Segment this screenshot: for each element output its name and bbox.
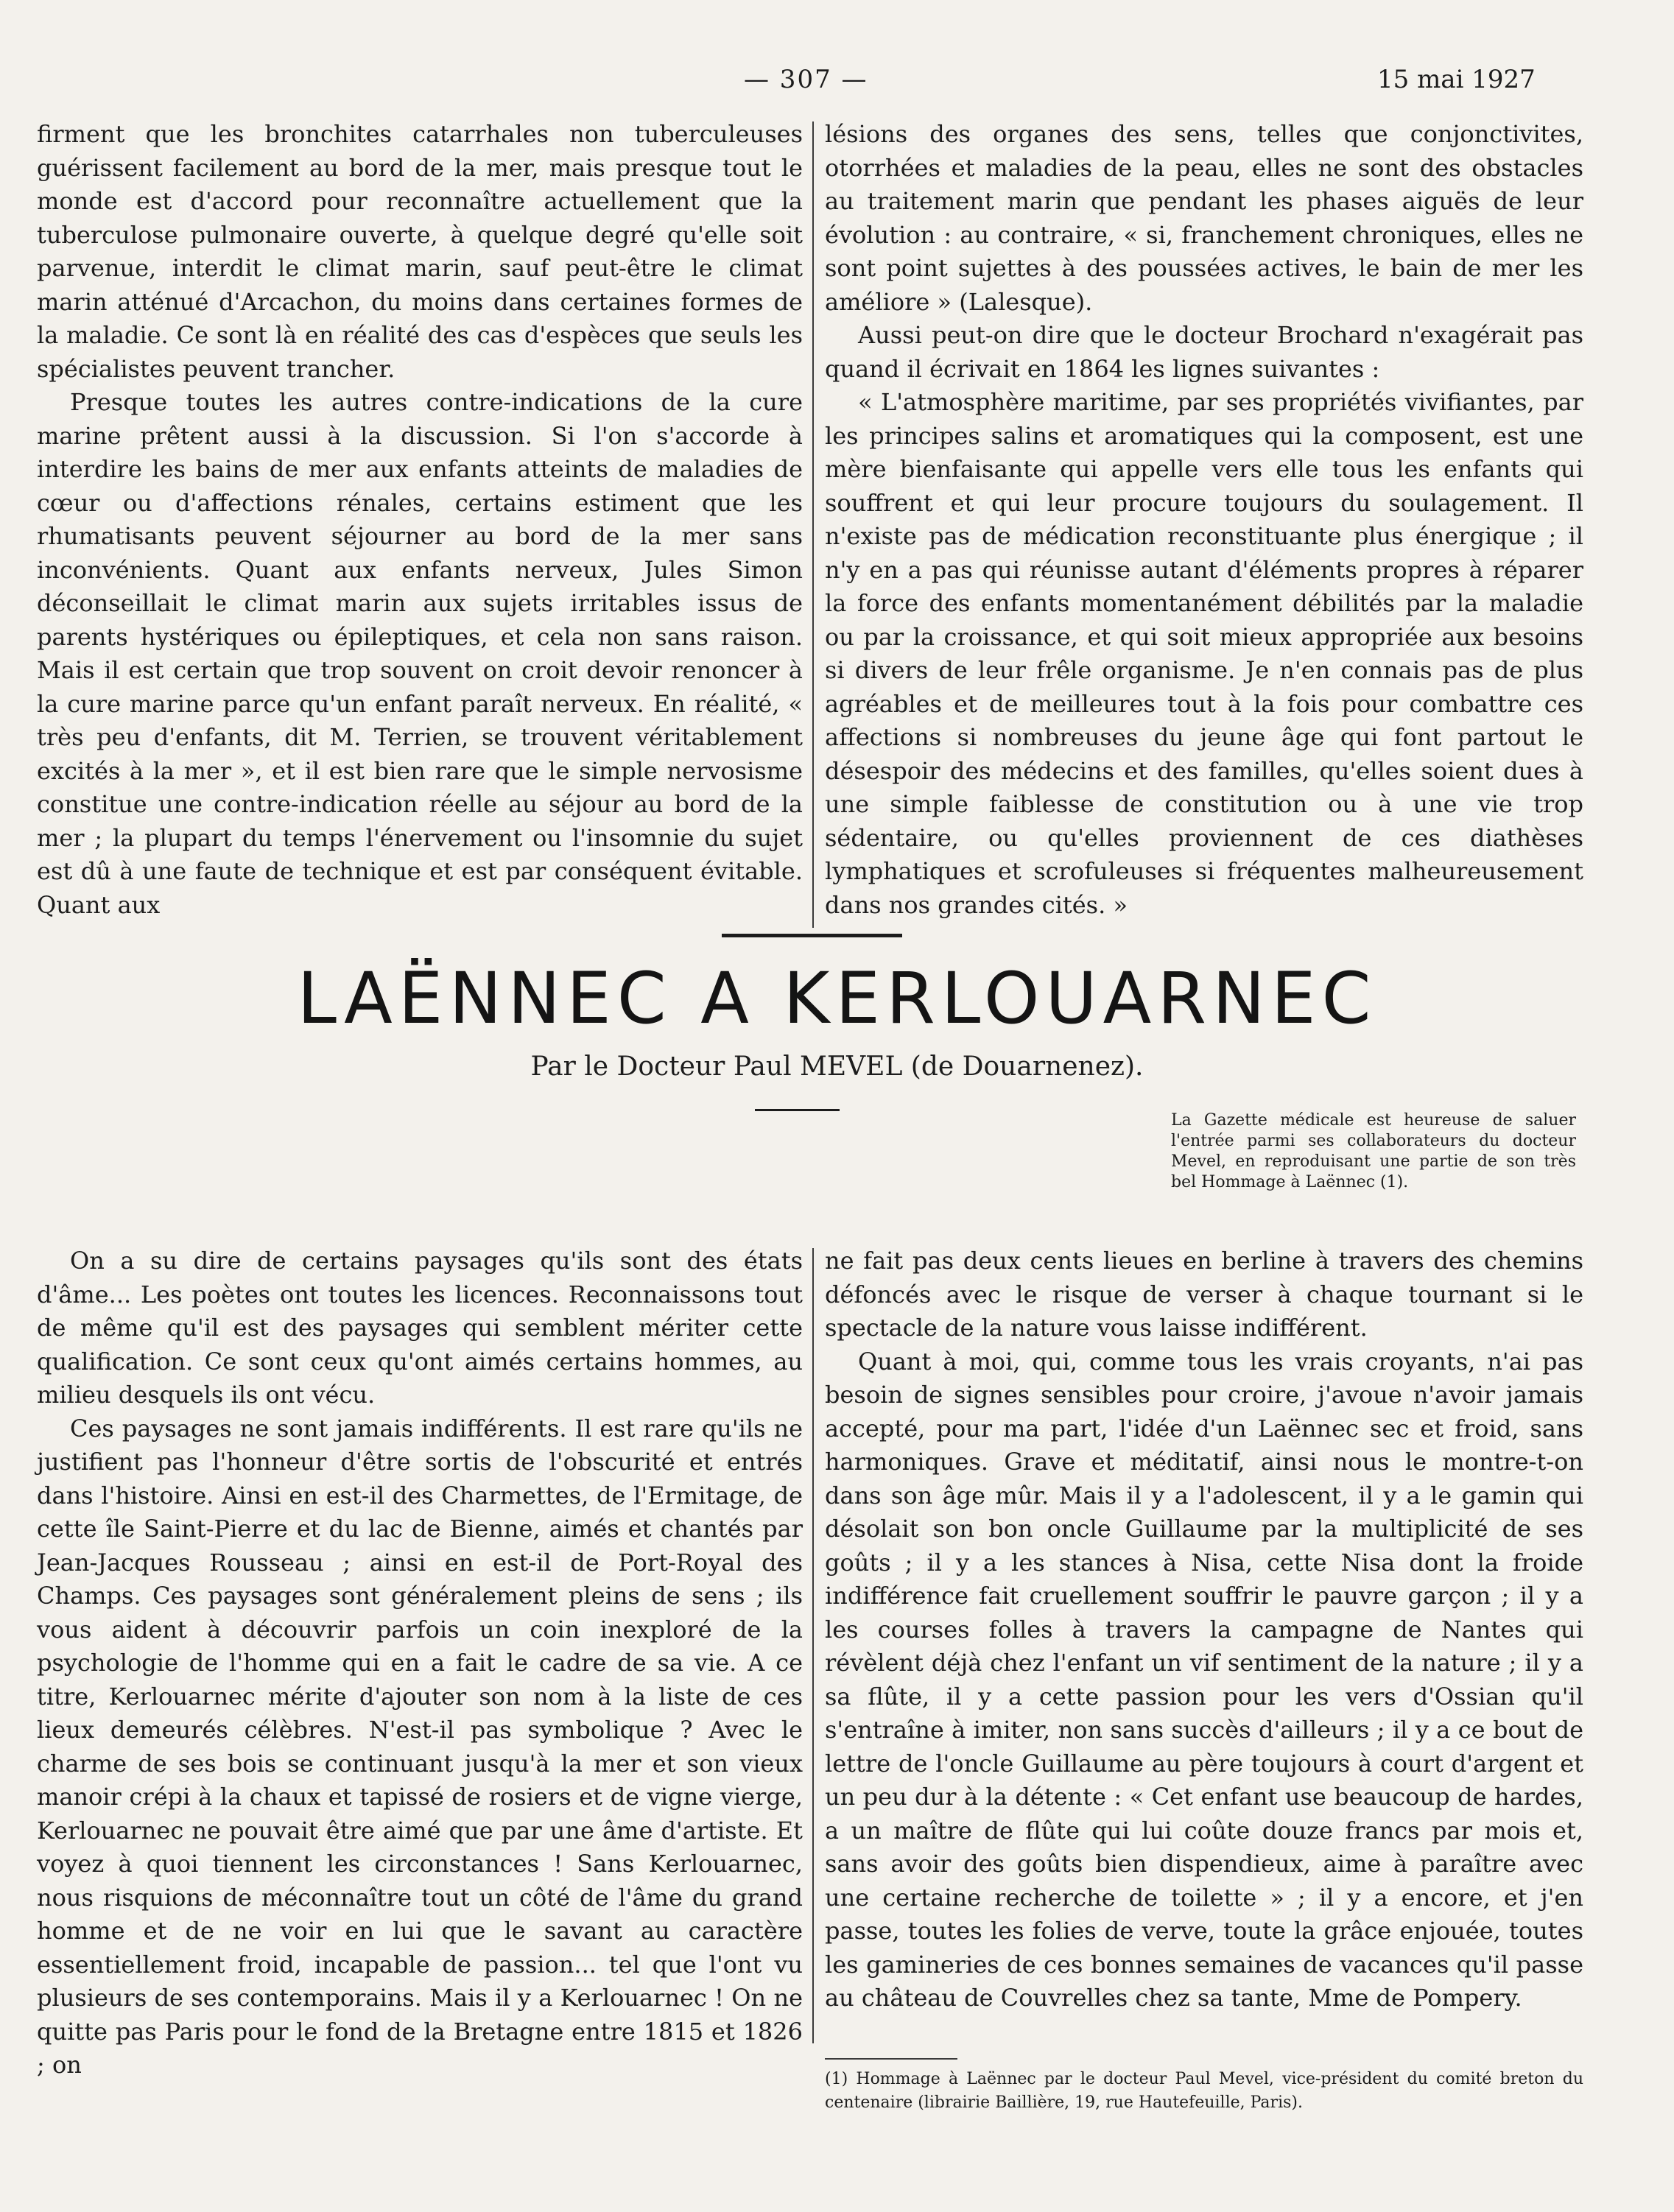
bottom-right-column (825, 1244, 1583, 2015)
issue-date: 15 mai 1927 (1377, 65, 1536, 94)
column-divider (812, 1248, 814, 2043)
section-separator (722, 934, 902, 937)
paragraph: lésions des organes des sens, telles que conjonctivites, otorrhées et maladies de la peau, elles ne sont des obstacles au traitement marin que pendant les phases aiguës de leur évolution : au contraire, « si, franchement chroniques, elles ne sont point sujettes à des poussées actives, le bain de mer les améliore » (Lalesque). (825, 120, 1583, 316)
paragraph: « L'atmosphère maritime, par ses propriétés vivifiantes, par les principes salins et aromatiques qui la composent, est une mère bienfaisante qui appelle vers elle tous les enfants qui souffrent et qui leur procure toujours du soulagement. Il n'existe pas de médication reconstituante plus énergique ; il n'y en a pas qui réunisse autant d'éléments propres à réparer la force des enfants momentanément débilités par la maladie ou par la croissance, et qui soit mieux appropriée aux besoins si divers de leur frêle organisme. Je n'en connais pas de plus agréables et de meilleures tout à la fois pour combattre ces affections si nombreuses du jeune âge qui font partout le désespoir des médecins et des familles, qu'elles soient dues à une simple faiblesse de constitution ou à une vie trop sédentaire, ou qu'elles proviennent de ces diathèses lymphatiques et scrofuleuses si fréquentes malheureusement dans nos grandes cités. » (825, 388, 1583, 919)
paragraph: Presque toutes les autres contre-indications de la cure marine prêtent aussi à la discussion. Si l'on s'accorde à interdire les bains de mer aux enfants atteints de maladies de cœur ou d'affections rénales, certains estiment que les rhumatisants peuvent séjourner au bord de la mer sans inconvénients. Quant aux enfants nerveux, Jules Simon déconseillait le climat marin aux sujets irritables issus de parents hystériques ou épileptiques, et cela non sans raison. Mais il est certain que trop souvent on croit devoir renoncer à la cure marine parce qu'un enfant paraît nerveux. En réalité, « très peu d'enfants, dit M. Terrien, se trouvent véritablement excités à la mer », et il est bien rare que le simple nervosisme constitue une contre-indication réelle au séjour au bord de la mer ; la plupart du temps l'énervement ou l'insomnie du sujet est dû à une faute de technique et est par conséquent évitable. Quant aux (37, 388, 803, 919)
paragraph: firment que les bronchites catarrhales non tuberculeuses guérissent facilement au bord de la mer, mais presque tout le monde est d'accord pour reconnaître actuellement que la tuberculose pulmonaire ouverte, à quelque degré qu'elle soit parvenue, interdit le climat marin, sauf peut-être le climat marin atténué d'Arcachon, du moins dans certaines formes de la maladie. Ce sont là en réalité des cas d'espèces que seuls les spécialistes peuvent trancher. (37, 120, 803, 383)
column-divider (812, 121, 814, 928)
article-byline: Par le Docteur Paul MEVEL (de Douarnenez). (530, 1052, 1144, 1082)
editor-note: La Gazette médicale est heureuse de saluer l'entrée parmi ses collaborateurs du docteur Mevel, en reproduisant une partie de son très bel Hommage à Laënnec (1). (1171, 1111, 1576, 1191)
paragraph: ne fait pas deux cents lieues en berline à travers des chemins défoncés avec le risque de verser à chaque tournant si le spectacle de la nature vous laisse indifférent. (825, 1247, 1583, 1342)
page-header (0, 65, 1674, 109)
article-title: LAËNNEC A KERLOUARNEC (297, 957, 1377, 1040)
title-underline (755, 1109, 840, 1111)
paragraph: On a su dire de certains paysages qu'ils sont des états d'âme... Les poètes ont toutes les licences. Reconnaissons tout de même qu'il est des paysages qui semblent mériter cette qualification. Ce sont ceux qu'ont aimés certains hommes, au milieu desquels ils ont vécu. (37, 1247, 803, 1409)
footnote: (1) Hommage à Laënnec par le docteur Paul Mevel, vice-président du comité breton du centenaire (librairie Baillière, 19, rue Hautefeuille, Paris). (825, 2070, 1583, 2112)
paragraph: Ces paysages ne sont jamais indifférents. Il est rare qu'ils ne justifient pas l'honneur d'être sortis de l'obscurité et entrés dans l'histoire. Ainsi en est-il des Charmettes, de l'Ermitage, de cette île Saint-Pierre et du lac de Bienne, aimés et chantés par Jean-Jacques Rousseau ; ainsi en est-il de Port-Royal des Champs. Ces paysages sont généralement pleins de sens ; ils vous aident à découvrir parfois un coin inexploré de la psychologie de l'homme qui en a fait le cadre de sa vie. A ce titre, Kerlouarnec mérite d'ajouter son nom à la liste de ces lieux demeurés célèbres. N'est-il pas symbolique ? Avec le charme de ses bois se continuant jusqu'à la mer et son vieux manoir crépi à la chaux et tapissé de rosiers et de vigne vierge, Kerlouarnec ne pouvait être aimé que par une âme d'artiste. Et voyez à quoi tiennent les circonstances ! Sans Kerlouarnec, nous risquions de méconnaître tout un côté de l'âme du grand homme et de ne voir en lui que le savant au caractère essentiellement froid, incapable de passion... tel que l'ont vu plusieurs de ses contemporains. Mais il y a Kerlouarnec ! On ne quitte pas Paris pour le fond de la Bretagne entre 1815 et 1826 ; on (37, 1414, 803, 2079)
bottom-left-column (37, 1244, 803, 2082)
paragraph: Aussi peut-on dire que le docteur Brochard n'exagérait pas quand il écrivait en 1864 les lignes suivantes : (825, 321, 1583, 383)
top-right-column (825, 118, 1583, 922)
paragraph: Quant à moi, qui, comme tous les vrais croyants, n'ai pas besoin de signes sensibles pour croire, j'avoue n'avoir jamais accepté, pour ma part, l'idée d'un Laënnec sec et froid, sans harmoniques. Grave et méditatif, ainsi nous le montre-t-on dans son âge mûr. Mais il y a l'adolescent, il y a le gamin qui désolait son bon oncle Guillaume par la multiplicité de ses goûts ; il y a les stances à Nisa, cette Nisa dont la froide indifférence fait cruellement souffrir le pauvre garçon ; il y a les courses folles à travers la campagne de Nantes qui révèlent déjà chez l'enfant un vif sentiment de la nature ; il y a sa flûte, il y a cette passion pour les vers d'Ossian qu'il s'entraîne à imiter, non sans succès d'ailleurs ; il y a ce bout de lettre de l'oncle Guillaume au père toujours à court d'argent et un peu dur à la détente : « Cet enfant use beaucoup de hardes, a un maître de flûte qui lui coûte douze francs par mois et, sans avoir des goûts bien dispendieux, aime à paraître avec une certaine recherche de toilette » ; il y a encore, et j'en passe, toutes les folies de verve, toute la grâce enjouée, toutes les gamineries de ces bonnes semaines de vacances qu'il passe au château de Couvrelles chez sa tante, Mme de Pompery. (825, 1347, 1583, 2012)
page-number: — 307 — (744, 65, 868, 94)
footnote-rule (825, 2058, 957, 2060)
top-left-column (37, 118, 803, 922)
